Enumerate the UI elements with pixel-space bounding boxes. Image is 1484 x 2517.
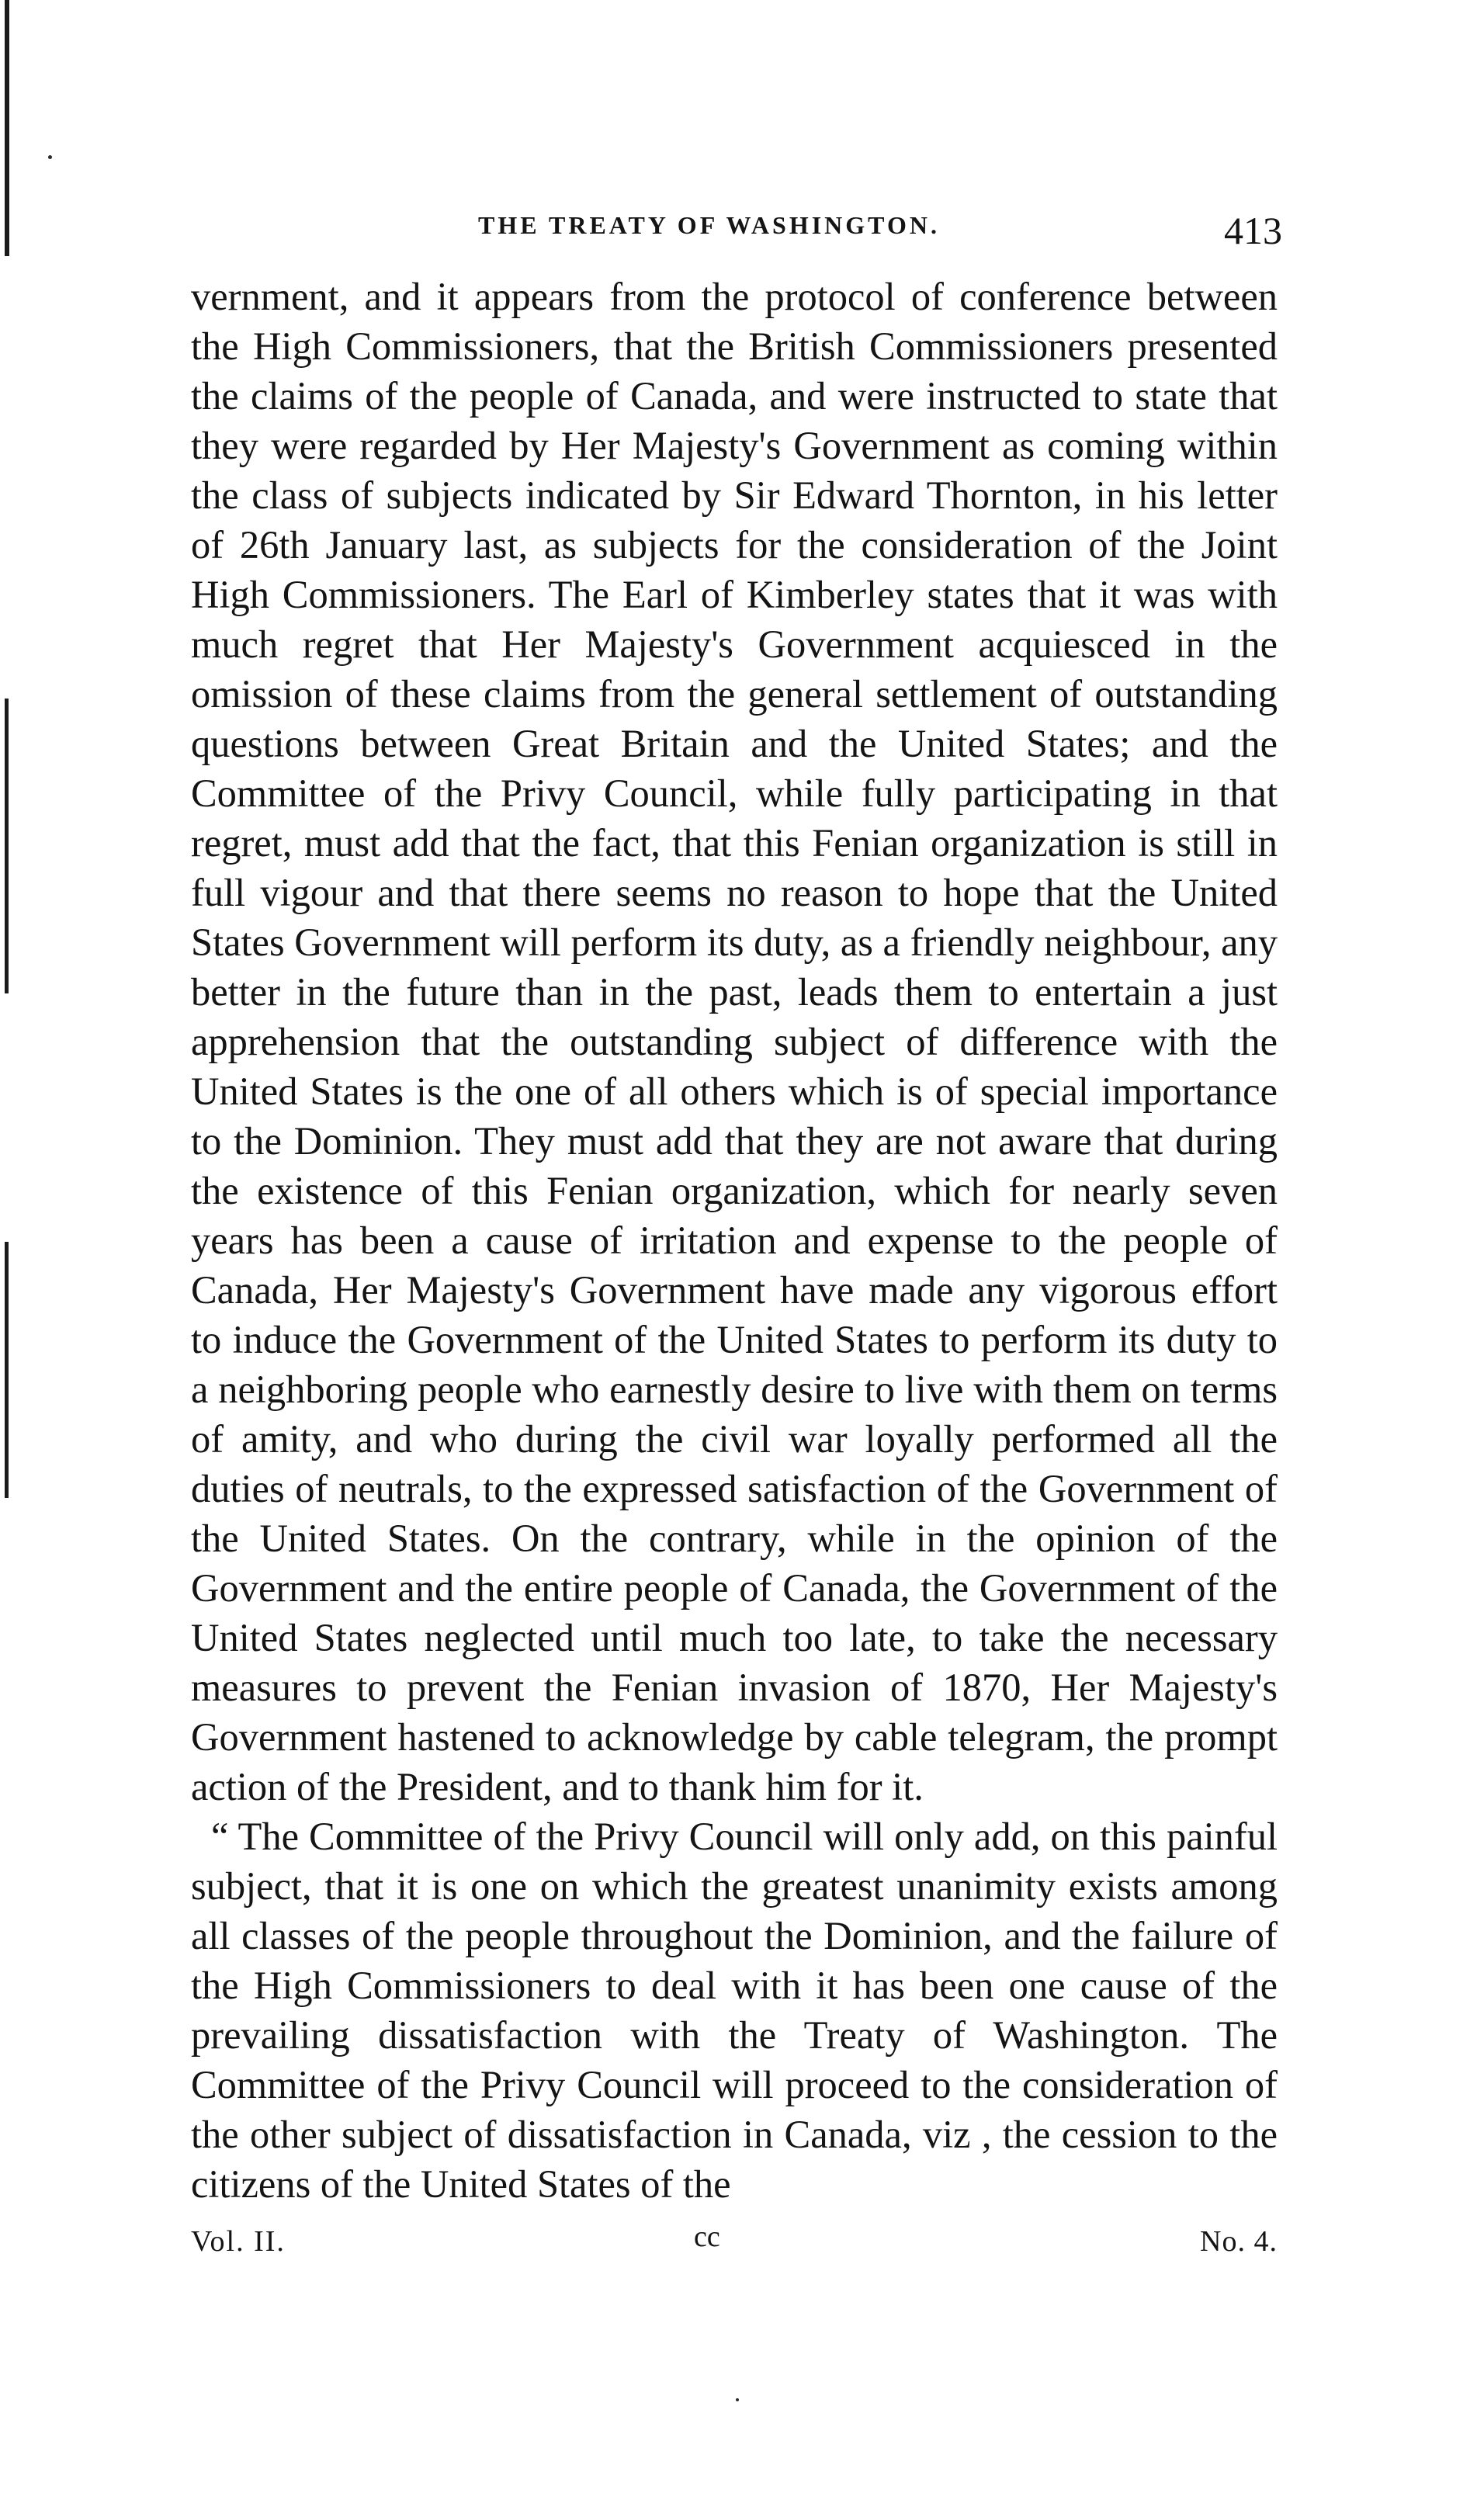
footer-signature-line [191,2214,1278,2268]
running-title: THE TREATY OF WASHINGTON. [478,211,940,239]
scan-speck [736,2398,739,2401]
scan-edge-line-middle [5,699,9,993]
scan-edge-line-upper [5,0,9,256]
paragraph-continued: vernment, and it appears from the protocol of conference between the High Commissioners, that the British Commissioners presented the claims of the people of Canada, and were instructed to state that they were regarded by Her Majesty's Government as coming within the class of subjects indicated by Sir Edward Thornton, in his letter of 26th January last, as subjects for the consideration of the Joint High Commissioners. The Earl of Kimberley states that it was with much regret that Her Majesty's Government acquiesced in the omission of these claims from the general settlement of outstanding questions between Great Britain and the United States; and the Committee of the Privy Council, while fully participating in that regret, must add that the fact, that this Fenian organization is still in full vigour and that there seems no reason to hope that the United States Government will perform its duty, as a friendly neighbour, any better in the future than in the past, leads them to entertain a just apprehension that the outstanding subject of difference with the United States is the one of all others which is of special importance to the Dominion. They must add that they are not aware that during the existence of this Fenian organization, which for nearly seven years has been a cause of irritation and expense to the people of Canada, Her Majesty's Government have made any vigorous effort to induce the Government of the United States to perform its duty to a neighboring people who earnestly desire to live with them on terms of amity, and who during the civil war loyally performed all the duties of neutrals, to the expressed satisfaction of the Government of the United States. On the contrary, while in the opinion of the Government and the entire people of Canada, the Government of the United States neglected until much too late, to take the necessary measures to prevent the Fenian invasion of 1870, Her Majesty's Government hastened to acknowledge by cable telegram, the prompt action of the President, and to thank him for it. [191,275,1278,1808]
volume-label: Vol. II. [191,2225,286,2258]
scan-speck [48,155,52,159]
body-text [191,272,1278,2209]
issue-number: No. 4. [1200,2225,1278,2258]
signature-mark: cc [694,2221,720,2253]
page-number: 413 [1224,209,1282,252]
paragraph-committee-quote: “ The Committee of the Privy Council will only add, on this painful subject, that it is one on which the greatest unanimity exists among all classes of the people throughout the Dominion, and the failure of the High Commissioners to deal with it has been one cause of the prevailing dissatisfaction with the Treaty of Washington. The Committee of the Privy Council will proceed to the consideration of the other subject of dissatisfaction in Canada, viz , the cession to the citizens of the United States of the [191,1815,1278,2206]
scan-edge-line-lower [5,1242,9,1498]
book-page [191,194,1282,2268]
running-head [191,194,1282,272]
